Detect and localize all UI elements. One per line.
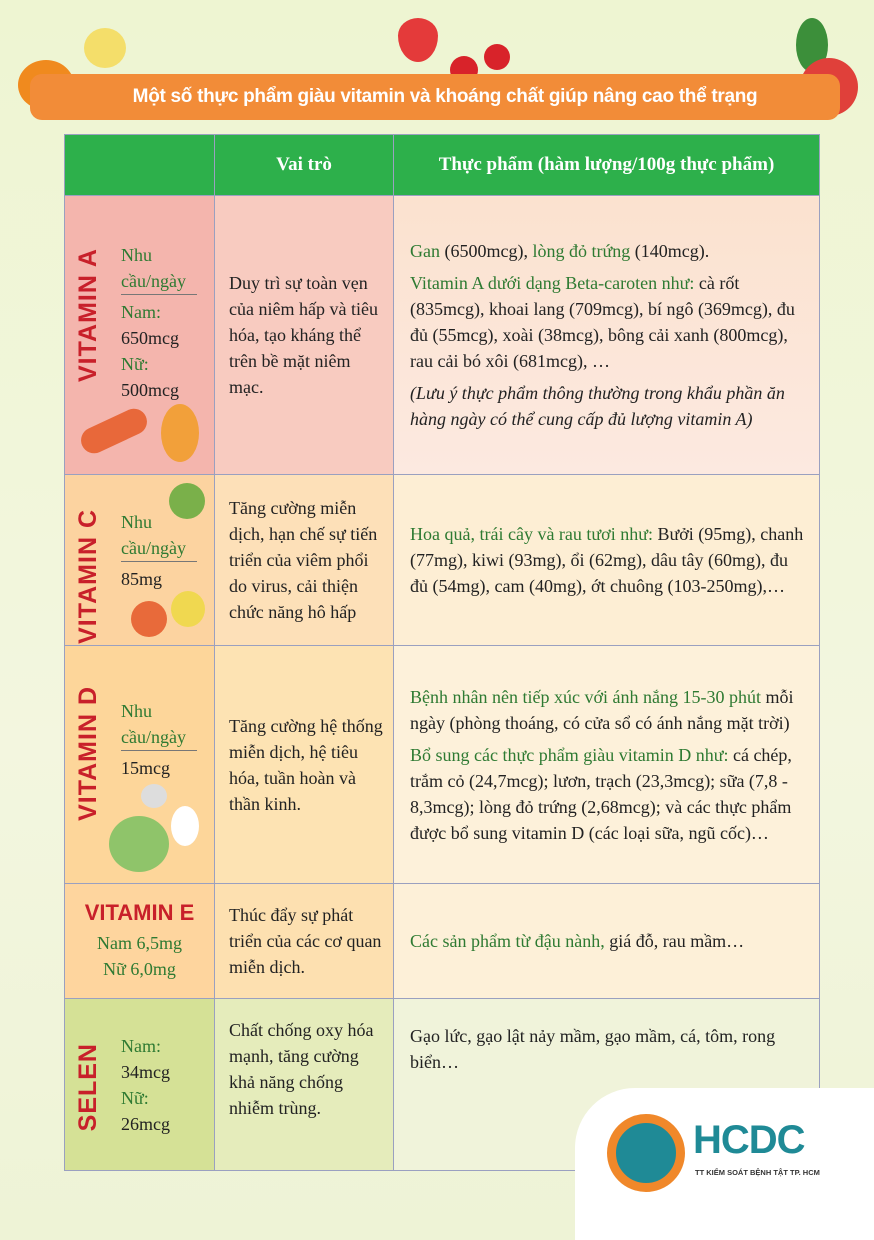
vitamin-table [64, 134, 820, 1171]
table-row-vitamin-c [65, 475, 820, 646]
daily-need: Nhu cầu/ngày Nam: 650mcg Nữ: 500mcg [121, 242, 201, 403]
header-foods: Thực phẩm (hàm lượng/100g thực phẩm) [394, 135, 820, 196]
vitamin-name: VITAMIN A [74, 248, 102, 382]
strawberry-illustration [398, 18, 438, 62]
daily-need: Nhu cầu/ngày 15mcg [121, 698, 201, 781]
peach-illustration [131, 601, 167, 637]
food-text: Bệnh nhân nên tiếp xúc với ánh nắng 15-30 phút mỗi ngày (phòng thoáng, có cửa sổ có ánh nắng mặt trời) Bổ sung các thực phẩm giàu vitamin D như: cá chép, trắm cỏ (24,7mcg); lươn, trạch (23,3mcg); sữa (7,8 - 8,3mcg); lòng đỏ trứng (2,68mcg); và các thực phẩm được bổ sung vitamin D (các loại sữa, ngũ cốc)… [394, 646, 820, 884]
logo-name: HCDC [693, 1118, 805, 1162]
table-header [65, 135, 820, 196]
role-text: Tăng cường miễn dịch, hạn chế sự tiến triển của viêm phổi do virus, cải thiện chức năng hô hấp [215, 475, 394, 646]
carrot-illustration [77, 404, 151, 457]
table-row-vitamin-d [65, 646, 820, 884]
vitamin-name: VITAMIN C [74, 509, 102, 644]
cherry-illustration [484, 44, 510, 70]
header-role: Vai trò [215, 135, 394, 196]
page-title: Một số thực phẩm giàu vitamin và khoáng chất giúp nâng cao thể trạng [30, 74, 840, 120]
food-text: Các sản phẩm từ đậu nành, giá đỗ, rau mầm… [394, 884, 820, 999]
role-text: Tăng cường hệ thống miễn dịch, hệ tiêu hóa, tuần hoàn và thần kinh. [215, 646, 394, 884]
food-text: Gạo lức, gạo lật nảy mầm, gạo mầm, cá, tôm, rong biển… [394, 999, 820, 1171]
daily-need: Nam: 34mcg Nữ: 26mcg [121, 1036, 170, 1134]
food-text: Gan (6500mcg), lòng đỏ trứng (140mcg). Vitamin A dưới dạng Beta-caroten như: cà rốt (835mcg), khoai lang (709mcg), bí ngô (369mcg), đu đủ (55mcg), xoài (38mcg), bông cải xanh (800mcg), rau cải bó xôi (681mcg), … (Lưu ý thực phẩm thông thường trong khẩu phần ăn hàng ngày có thể cung cấp đủ lượng vitamin A) [394, 196, 820, 475]
table-row-vitamin-a [65, 196, 820, 475]
food-text: Hoa quả, trái cây và rau tươi như: Bưởi (95mg), chanh (77mg), kiwi (93mg), ổi (62mg), dâu tây (60mg), đu đủ (54mg), cam (40mg), ớt chuông (103-250mg),… [394, 475, 820, 646]
papaya-illustration [161, 404, 199, 462]
role-text: Chất chống oxy hóa mạnh, tăng cường khả năng chống nhiễm trùng. [215, 999, 394, 1171]
logo-subtitle: TT KIỂM SOÁT BỆNH TẬT TP. HCM [695, 1168, 820, 1177]
role-text: Thúc đẩy sự phát triển của các cơ quan miễn dịch. [215, 884, 394, 999]
header-empty [65, 135, 215, 196]
lemon-illustration [84, 28, 126, 68]
daily-need: Nhu cầu/ngày 85mg [121, 509, 201, 592]
broccoli-illustration [169, 483, 205, 519]
note: (Lưu ý thực phẩm thông thường trong khẩu phần ăn hàng ngày có thể cung cấp đủ lượng vitamin A) [410, 383, 785, 429]
logo-emblem-icon [607, 1114, 685, 1192]
egg-illustration [171, 806, 199, 846]
cabbage-illustration [109, 816, 169, 872]
mushroom-illustration [141, 784, 167, 808]
vitamin-name: SELEN [74, 1043, 102, 1132]
vitamin-name: VITAMIN E [84, 900, 195, 925]
vitamin-name: VITAMIN D [74, 686, 102, 821]
hcdc-logo [575, 1088, 874, 1240]
table-row-vitamin-e: VITAMIN E Nam 6,5mg Nữ 6,0mg Thúc đẩy sự phát triển của các cơ quan miễn dịch. Các sản phẩm từ đậu nành, giá đỗ, rau mầm… [65, 884, 820, 999]
lemon-illustration [171, 591, 205, 627]
role-text: Duy trì sự toàn vẹn của niêm hấp và tiêu hóa, tạo kháng thể trên bề mặt niêm mạc. [215, 196, 394, 475]
